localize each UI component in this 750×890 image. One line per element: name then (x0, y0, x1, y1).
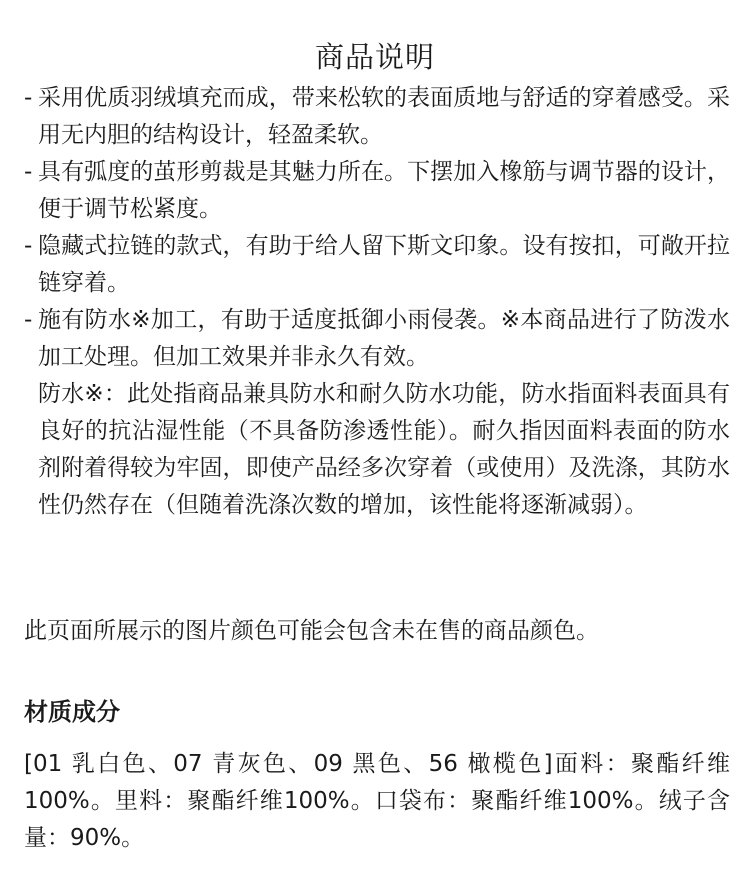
color-disclaimer: 此页面所展示的图片颜色可能会包含未在售的商品颜色。 (24, 618, 599, 644)
feature-item-down-fill (24, 80, 730, 154)
bullet-mark: - (24, 307, 33, 333)
bullet-mark: - (24, 85, 33, 111)
feature-item-hidden-zipper (24, 228, 730, 302)
feature-text: 隐藏式拉链的款式，有助于给人留下斯文印象。设有按扣，可敞开拉链穿着。 (38, 233, 730, 296)
feature-text: 具有弧度的茧形剪裁是其魅力所在。下摆加入橡筋与调节器的设计，便于调节松紧度。 (38, 159, 730, 222)
material-composition: [01 乳白色、07 青灰色、09 黑色、56 橄榄色]面料：聚酯纤维100%。里料：聚酯纤维100%。口袋布：聚酯纤维100%。绒子含量：90%。 (24, 751, 730, 851)
feature-item-cocoon-cut (24, 154, 730, 228)
feature-item-waterproof (24, 302, 730, 376)
page-title: 商品说明 (314, 40, 435, 75)
feature-text: 施有防水※加工，有助于适度抵御小雨侵袭。※本商品进行了防泼水加工处理。但加工效果并非永久有效。 (38, 307, 730, 370)
bullet-mark: - (24, 159, 33, 185)
feature-text: 采用优质羽绒填充而成，带来松软的表面质地与舒适的穿着感受。采用无内胆的结构设计，轻盈柔软。 (38, 85, 730, 148)
waterproof-note: 防水※：此处指商品兼具防水和耐久防水功能，防水指面料表面具有良好的抗沾湿性能（不具备防渗透性能）。耐久指因面料表面的防水剂附着得较为牢固，即使产品经多次穿着（或使用）及洗涤，其防水性仍然存在（但随着洗涤次数的增加，该性能将逐渐减弱）。 (38, 381, 730, 518)
bullet-mark: - (24, 233, 33, 259)
material-heading: 材质成分 (24, 698, 120, 726)
feature-list (24, 80, 730, 524)
